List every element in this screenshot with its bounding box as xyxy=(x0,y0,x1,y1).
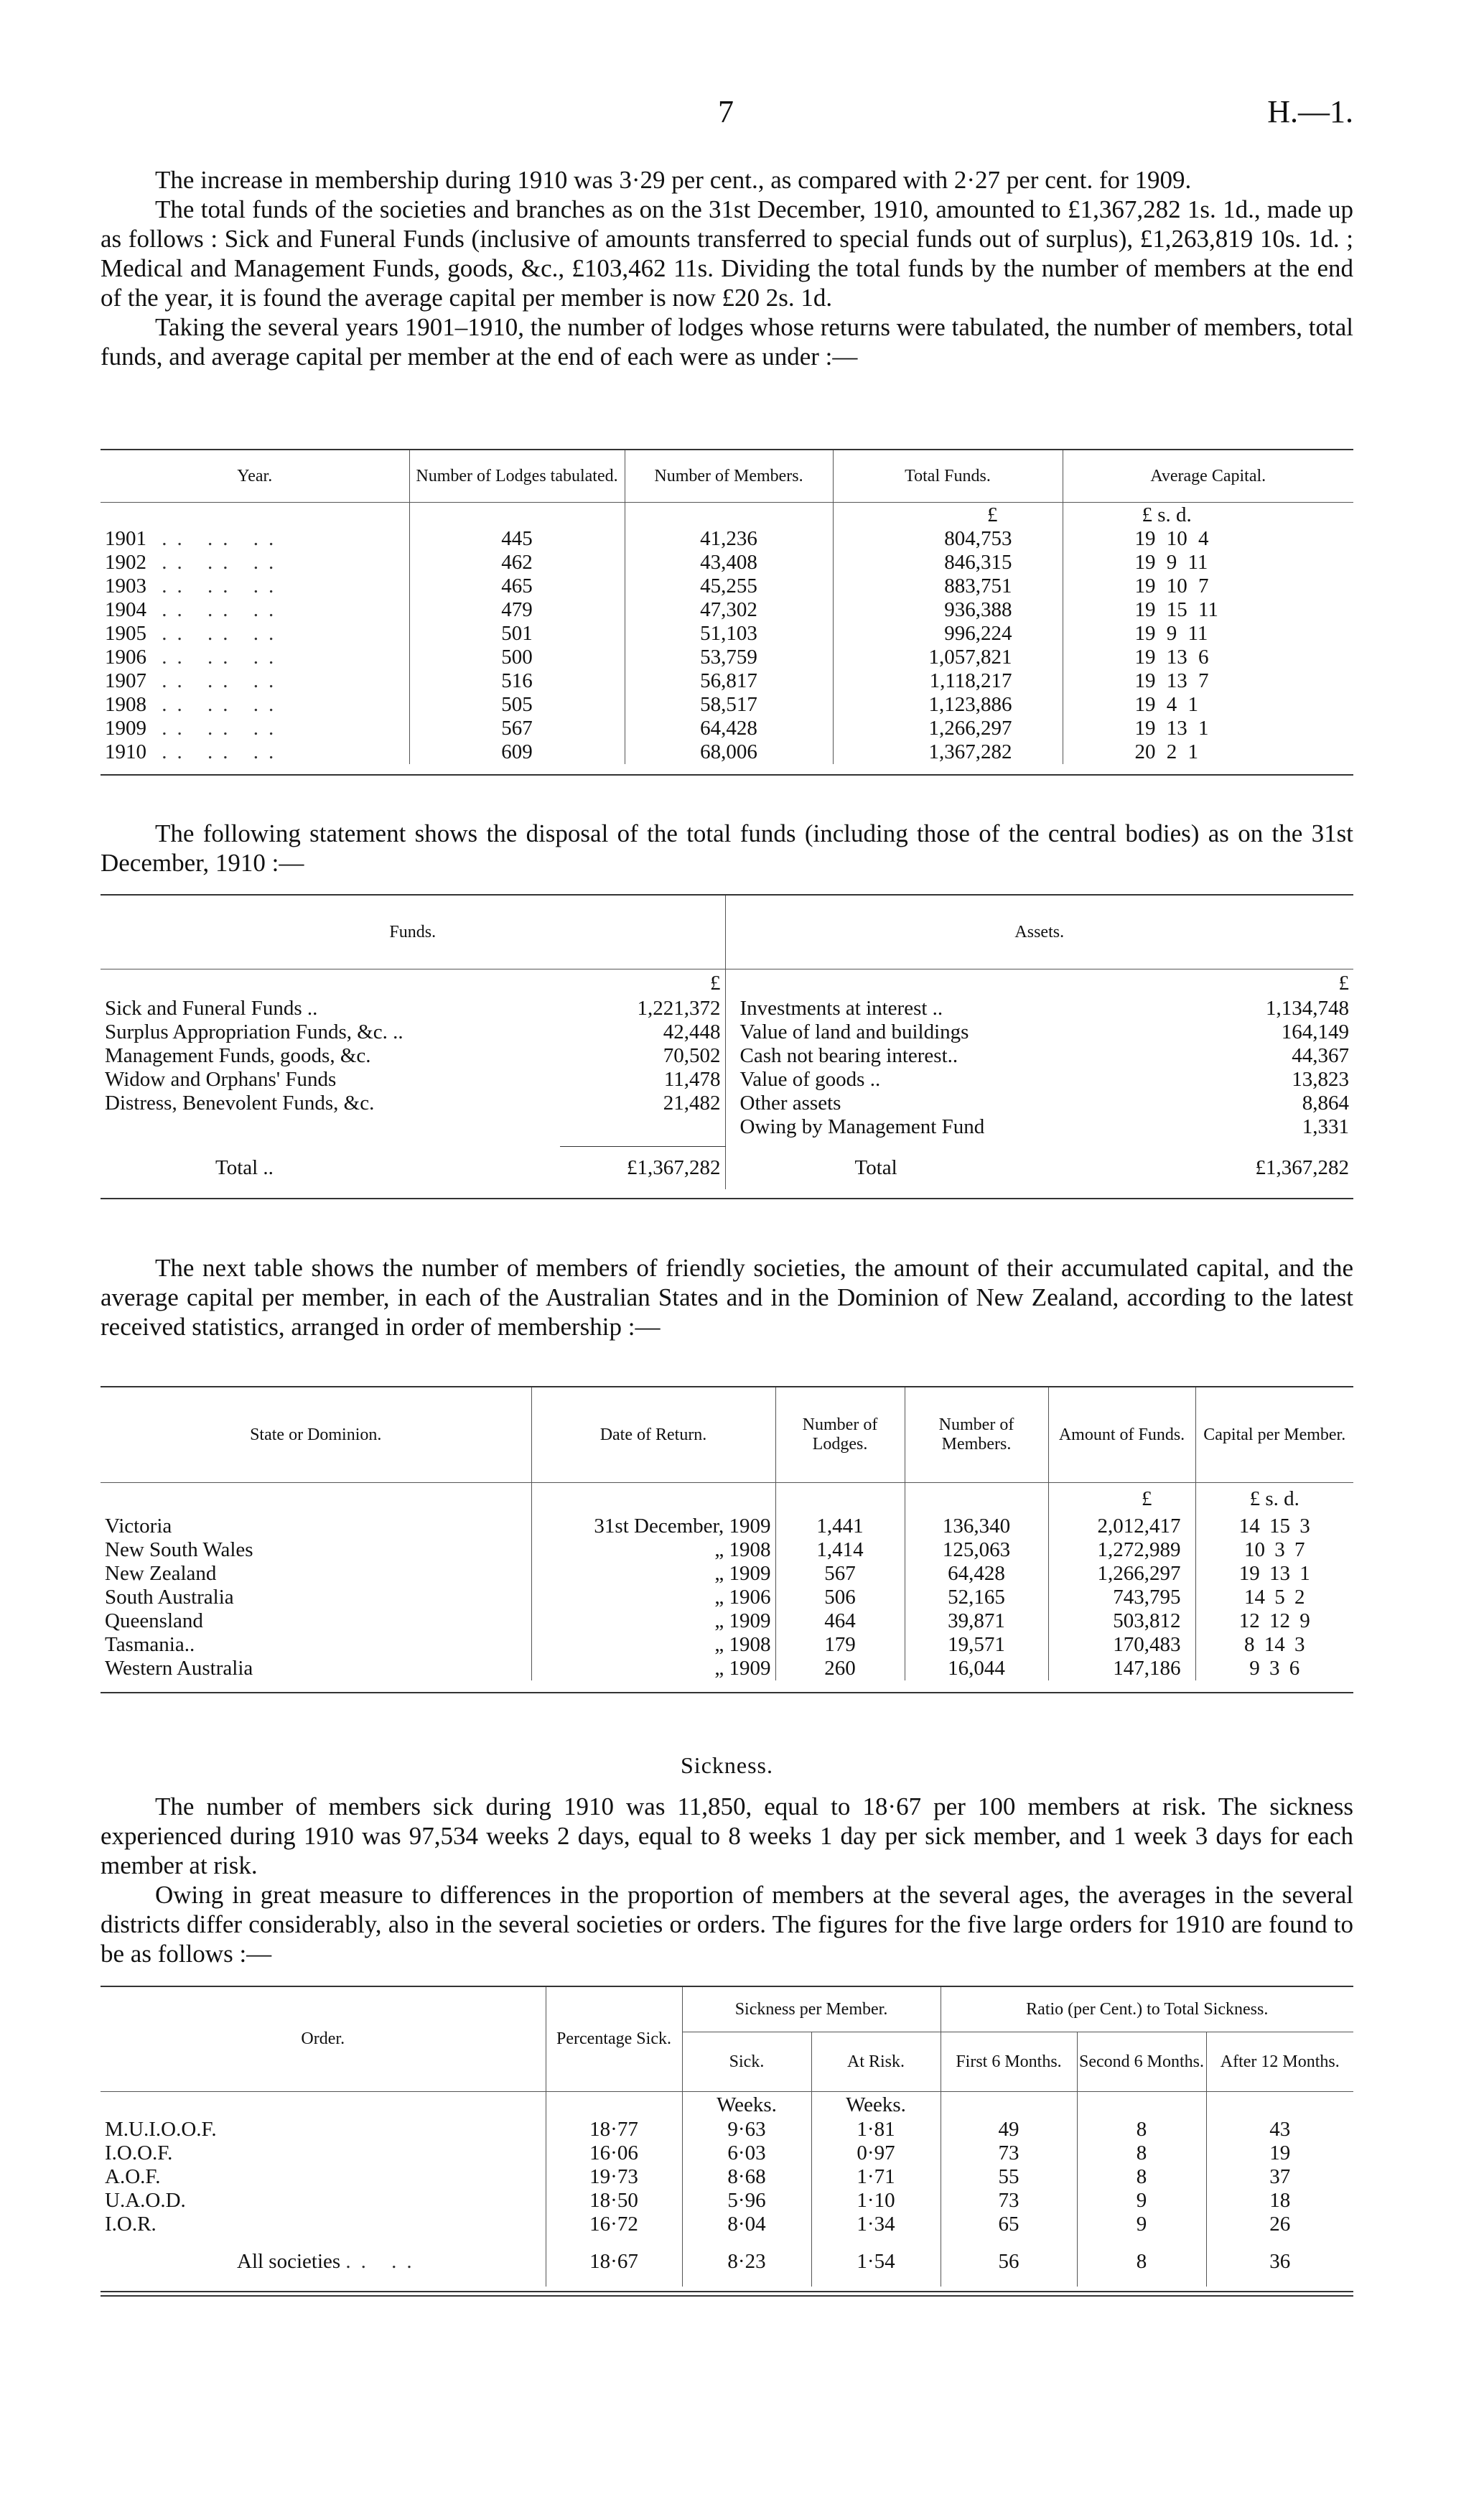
fund-name: Distress, Benevolent Funds, &c. xyxy=(105,1092,375,1115)
table-row xyxy=(101,1586,1353,1609)
year-value: 1903 xyxy=(105,575,146,597)
pct-cell: 16·72 xyxy=(546,2213,682,2236)
table-row xyxy=(101,1092,1353,1115)
year-cell: 1909 .. .. .. xyxy=(105,717,284,740)
table-row xyxy=(101,1115,1353,1139)
table-row xyxy=(101,693,1353,717)
asset-name: Owing by Management Fund xyxy=(725,1115,1195,1139)
lodges-cell: 567 xyxy=(409,717,625,740)
year-value: 1908 xyxy=(105,693,146,716)
funds-cell: 743,795 xyxy=(1048,1586,1195,1609)
paragraph-disposal: The following statement shows the disposal of the total funds (including those of the central bodies) as on the 31st December, 1910 :— xyxy=(101,819,1353,877)
asset-amount: 164,149 xyxy=(1281,1020,1349,1043)
table-row xyxy=(101,1657,1353,1680)
funds-cell: 1,118,217 xyxy=(833,669,1063,693)
col-members: Number of Members. xyxy=(625,450,833,503)
lodges-cell: 609 xyxy=(409,740,625,764)
table-row xyxy=(101,646,1353,669)
col-second-6-months: Second 6 Months. xyxy=(1077,2032,1206,2092)
asset-amount: 1,134,748 xyxy=(1266,997,1349,1020)
year-cell: 1906 .. .. .. xyxy=(105,646,284,669)
capital-cell: 19 9 11 xyxy=(1063,551,1353,575)
table-row xyxy=(101,1609,1353,1633)
date-cell: „ 1908 xyxy=(531,1633,775,1657)
total-risk: 1·54 xyxy=(811,2236,941,2287)
members-cell: 64,428 xyxy=(625,717,833,740)
col-order: Order. xyxy=(101,1986,546,2092)
col-funds: Amount of Funds. xyxy=(1048,1387,1195,1483)
unit-weeks-sick: Weeks. xyxy=(682,2092,811,2119)
unit-lsd: £ s. d. xyxy=(1063,503,1353,528)
funds-cell: 804,753 xyxy=(833,527,1063,551)
col-year: Year. xyxy=(101,450,409,503)
risk-cell: 1·71 xyxy=(811,2165,941,2189)
date-cell: 31st December, 1909 xyxy=(531,1515,775,1538)
fund-name: Surplus Appropriation Funds, &c. .. xyxy=(105,1020,403,1043)
capital-cell: 12 12 9 xyxy=(1195,1609,1353,1633)
asset-amount: 44,367 xyxy=(1292,1044,1349,1067)
members-cell: 39,871 xyxy=(905,1609,1048,1633)
table-row xyxy=(101,2118,1353,2141)
total-pct: 18·67 xyxy=(546,2236,682,2287)
fund-amount: 11,478 xyxy=(663,1068,721,1091)
paragraph-orders-intro: Owing in great measure to differences in the proportion of members at the several ages, the averages in the several districts differ considerably, also in the several societies or orders. The figures for the five large orders for 1910 are found to be as follows :— xyxy=(101,1881,1353,1968)
table-row xyxy=(101,551,1353,575)
lodges-cell: 445 xyxy=(409,527,625,551)
members-cell: 51,103 xyxy=(625,622,833,646)
table-row xyxy=(101,1068,1353,1092)
capital-cell: 19 10 4 xyxy=(1063,527,1353,551)
page-number: 7 xyxy=(718,94,734,129)
members-cell: 19,571 xyxy=(905,1633,1048,1657)
lodges-cell: 462 xyxy=(409,551,625,575)
sick-cell: 9·63 xyxy=(682,2118,811,2141)
order-name: I.O.R. xyxy=(105,2213,157,2236)
states-table xyxy=(101,1386,1353,1693)
year-cell: 1910 .. .. .. xyxy=(105,740,284,763)
lodges-cell: 479 xyxy=(409,598,625,622)
unit-lsd: £ s. d. xyxy=(1195,1483,1353,1515)
risk-cell: 1·10 xyxy=(811,2189,941,2213)
year-value: 1902 xyxy=(105,551,146,574)
order-name: A.O.F. xyxy=(105,2165,161,2188)
funds-cell: 846,315 xyxy=(833,551,1063,575)
state-name: Western Australia xyxy=(105,1657,253,1680)
year-value: 1907 xyxy=(105,669,146,692)
state-name: New Zealand xyxy=(105,1562,217,1585)
col-total-funds: Total Funds. xyxy=(833,450,1063,503)
year-cell: 1903 .. .. .. xyxy=(105,575,284,597)
order-name: M.U.I.O.O.F. xyxy=(105,2118,217,2141)
col-date: Date of Return. xyxy=(531,1387,775,1483)
state-name: Queensland xyxy=(105,1609,203,1632)
after-cell: 19 xyxy=(1206,2141,1353,2165)
lodges-cell: 501 xyxy=(409,622,625,646)
table-row xyxy=(101,717,1353,740)
members-cell: 53,759 xyxy=(625,646,833,669)
capital-cell: 19 13 1 xyxy=(1063,717,1353,740)
sick-cell: 5·96 xyxy=(682,2189,811,2213)
unit-weeks-risk: Weeks. xyxy=(811,2092,941,2119)
order-name: U.A.O.D. xyxy=(105,2189,186,2212)
table-row xyxy=(101,1562,1353,1586)
table-row xyxy=(101,1515,1353,1538)
asset-name: Other assets xyxy=(725,1092,1195,1115)
state-name: New South Wales xyxy=(105,1538,253,1561)
capital-cell: 19 15 11 xyxy=(1063,598,1353,622)
funds-intro xyxy=(101,819,1353,878)
members-cell: 64,428 xyxy=(905,1562,1048,1586)
members-cell: 56,817 xyxy=(625,669,833,693)
after-cell: 26 xyxy=(1206,2213,1353,2236)
paragraph-total-funds: The total funds of the societies and branches as on the 31st December, 1910, amounted to £1,367,282 1s. 1d., made up as follows : Sick and Funeral Funds (inclusive of amounts transferred to special funds out of surplus), £1,263,819 10s. 1d. ; Medical and Management Funds, goods, &c., £103,462 11s. Dividing the total funds by the number of members at the end of the year, it is found the average capital per member is now £20 2s. 1d. xyxy=(101,195,1353,312)
after-cell: 37 xyxy=(1206,2165,1353,2189)
col-members: Number of Members. xyxy=(905,1387,1048,1483)
fund-name: Management Funds, goods, &c. xyxy=(105,1044,371,1067)
capital-cell: 20 2 1 xyxy=(1063,740,1353,764)
order-name: I.O.O.F. xyxy=(105,2141,173,2164)
fund-amount: 70,502 xyxy=(663,1044,721,1067)
date-cell: „ 1909 xyxy=(531,1562,775,1586)
year-cell: 1904 .. .. .. xyxy=(105,598,284,621)
lodges-cell: 567 xyxy=(775,1562,905,1586)
capital-cell: 14 5 2 xyxy=(1195,1586,1353,1609)
asset-amount: 13,823 xyxy=(1292,1068,1349,1091)
first-cell: 73 xyxy=(941,2189,1077,2213)
year-cell: 1907 .. .. .. xyxy=(105,669,284,692)
funds-cell: 936,388 xyxy=(833,598,1063,622)
pct-cell: 18·50 xyxy=(546,2189,682,2213)
year-value: 1905 xyxy=(105,622,146,645)
year-value: 1904 xyxy=(105,598,146,621)
members-cell: 45,255 xyxy=(625,575,833,598)
pct-cell: 16·06 xyxy=(546,2141,682,2165)
capital-cell: 19 9 11 xyxy=(1063,622,1353,646)
state-name: Tasmania.. xyxy=(105,1633,195,1656)
fund-name: Widow and Orphans' Funds xyxy=(105,1068,337,1091)
funds-cell: 1,123,886 xyxy=(833,693,1063,717)
date-cell: „ 1908 xyxy=(531,1538,775,1562)
date-cell: „ 1906 xyxy=(531,1586,775,1609)
col-first-6-months: First 6 Months. xyxy=(941,2032,1077,2092)
members-cell: 68,006 xyxy=(625,740,833,764)
risk-cell: 1·34 xyxy=(811,2213,941,2236)
state-name: South Australia xyxy=(105,1586,234,1609)
total-after: 36 xyxy=(1206,2236,1353,2287)
fund-amount xyxy=(560,1115,725,1139)
table-row xyxy=(101,575,1353,598)
lodges-cell: 1,414 xyxy=(775,1538,905,1562)
funds-cell: 1,367,282 xyxy=(833,740,1063,764)
year-value: 1901 xyxy=(105,527,146,550)
year-cell: 1908 .. .. .. xyxy=(105,693,284,716)
col-after-12-months: After 12 Months. xyxy=(1206,2032,1353,2092)
lodges-cell: 516 xyxy=(409,669,625,693)
table-row xyxy=(101,1020,1353,1044)
col-capital: Capital per Member. xyxy=(1195,1387,1353,1483)
total-label: All societies xyxy=(237,2249,341,2273)
risk-cell: 1·81 xyxy=(811,2118,941,2141)
first-cell: 49 xyxy=(941,2118,1077,2141)
first-cell: 65 xyxy=(941,2213,1077,2236)
lodges-cell: 1,441 xyxy=(775,1515,905,1538)
col-sickness-per-member: Sickness per Member. xyxy=(682,1986,941,2032)
funds-cell: 170,483 xyxy=(1048,1633,1195,1657)
year-value: 1909 xyxy=(105,717,146,740)
col-state: State or Dominion. xyxy=(101,1387,531,1483)
sick-cell: 8·04 xyxy=(682,2213,811,2236)
table-row xyxy=(101,740,1353,764)
unit-pound: £ xyxy=(833,503,1063,528)
funds-cell: 996,224 xyxy=(833,622,1063,646)
table-row xyxy=(101,2141,1353,2165)
table-row xyxy=(101,2165,1353,2189)
date-cell: „ 1909 xyxy=(531,1609,775,1633)
unit-pound-funds: £ xyxy=(710,971,721,995)
funds-cell: 883,751 xyxy=(833,575,1063,598)
orders-table xyxy=(101,1986,1353,2297)
funds-cell: 1,272,989 xyxy=(1048,1538,1195,1562)
paragraph-membership: The increase in membership during 1910 was 3·29 per cent., as compared with 2·27 per cent. for 1909. xyxy=(155,166,1192,194)
members-cell: 16,044 xyxy=(905,1657,1048,1680)
year-cell: 1902 .. .. .. xyxy=(105,551,284,574)
fund-amount: 42,448 xyxy=(663,1020,721,1043)
assets-total-value: £1,367,282 xyxy=(1255,1155,1349,1179)
states-intro xyxy=(101,1253,1353,1341)
fund-name xyxy=(101,1115,560,1139)
funds-cell: 1,266,297 xyxy=(833,717,1063,740)
lodges-cell: 464 xyxy=(775,1609,905,1633)
capital-cell: 9 3 6 xyxy=(1195,1657,1353,1680)
capital-cell: 14 15 3 xyxy=(1195,1515,1353,1538)
capital-cell: 19 4 1 xyxy=(1063,693,1353,717)
pct-cell: 19·73 xyxy=(546,2165,682,2189)
total-sick: 8·23 xyxy=(682,2236,811,2287)
funds-cell: 147,186 xyxy=(1048,1657,1195,1680)
col-lodges: Number of Lodges tabulated. xyxy=(409,450,625,503)
capital-cell: 19 13 6 xyxy=(1063,646,1353,669)
fund-name: Sick and Funeral Funds .. xyxy=(105,997,318,1020)
asset-name: Value of goods .. xyxy=(725,1068,1195,1092)
section-title-sickness: Sickness. xyxy=(681,1752,773,1778)
funds-total-value: £1,367,282 xyxy=(627,1155,721,1179)
capital-cell: 10 3 7 xyxy=(1195,1538,1353,1562)
paragraph-years-intro: Taking the several years 1901–1910, the number of lodges whose returns were tabulated, the number of members, total funds, and average capital per member at the end of each were as under :— xyxy=(101,313,1353,371)
members-cell: 125,063 xyxy=(905,1538,1048,1562)
lodges-cell: 465 xyxy=(409,575,625,598)
table-row xyxy=(101,669,1353,693)
members-cell: 47,302 xyxy=(625,598,833,622)
lodges-cell: 506 xyxy=(775,1586,905,1609)
second-cell: 9 xyxy=(1077,2189,1206,2213)
lodges-cell: 500 xyxy=(409,646,625,669)
capital-cell: 8 14 3 xyxy=(1195,1633,1353,1657)
table-row xyxy=(101,2189,1353,2213)
year-value: 1906 xyxy=(105,646,146,669)
col-percentage-sick: Percentage Sick. xyxy=(546,1986,682,2092)
table-row xyxy=(101,622,1353,646)
table-row xyxy=(101,2213,1353,2236)
lodges-cell: 260 xyxy=(775,1657,905,1680)
year-value: 1910 xyxy=(105,740,146,763)
fund-amount: 21,482 xyxy=(663,1092,721,1115)
members-cell: 58,517 xyxy=(625,693,833,717)
year-cell: 1901 .. .. .. xyxy=(105,527,284,550)
second-cell: 8 xyxy=(1077,2118,1206,2141)
funds-cell: 1,266,297 xyxy=(1048,1562,1195,1586)
intro-paragraphs xyxy=(101,165,1353,371)
first-cell: 55 xyxy=(941,2165,1077,2189)
members-cell: 52,165 xyxy=(905,1586,1048,1609)
lodges-cell: 179 xyxy=(775,1633,905,1657)
document-reference: H.—1. xyxy=(1267,94,1353,129)
paragraph-states: The next table shows the number of members of friendly societies, the amount of their accumulated capital, and the average capital per member, in each of the Australian States and in the Dominion of New Zealand, according to the latest received statistics, arranged in order of membership :— xyxy=(101,1254,1353,1341)
capital-cell: 19 13 1 xyxy=(1195,1562,1353,1586)
year-cell: 1905 .. .. .. xyxy=(105,622,284,645)
funds-cell: 2,012,417 xyxy=(1048,1515,1195,1538)
table-row xyxy=(101,1044,1353,1068)
asset-name: Investments at interest .. xyxy=(725,997,1195,1020)
after-cell: 18 xyxy=(1206,2189,1353,2213)
second-cell: 9 xyxy=(1077,2213,1206,2236)
sick-cell: 6·03 xyxy=(682,2141,811,2165)
table-row xyxy=(101,598,1353,622)
asset-amount: 1,331 xyxy=(1302,1115,1349,1138)
date-cell: „ 1909 xyxy=(531,1657,775,1680)
after-cell: 43 xyxy=(1206,2118,1353,2141)
second-cell: 8 xyxy=(1077,2165,1206,2189)
sickness-paragraphs xyxy=(101,1792,1353,1968)
risk-cell: 0·97 xyxy=(811,2141,941,2165)
col-lodges: Number of Lodges. xyxy=(775,1387,905,1483)
funds-total-label: Total .. xyxy=(215,1155,274,1179)
members-cell: 136,340 xyxy=(905,1515,1048,1538)
col-ratio: Ratio (per Cent.) to Total Sickness. xyxy=(941,1986,1353,2032)
funds-assets-table xyxy=(101,894,1353,1199)
asset-name: Value of land and buildings xyxy=(725,1020,1195,1044)
sick-cell: 8·68 xyxy=(682,2165,811,2189)
members-cell: 41,236 xyxy=(625,527,833,551)
col-at-risk: At Risk. xyxy=(811,2032,941,2092)
paragraph-sick-members: The number of members sick during 1910 was 11,850, equal to 18·67 per 100 members at risk. The sickness experienced during 1910 was 97,534 weeks 2 days, equal to 8 weeks 1 day per sick member, and 1 week 3 days for each member at risk. xyxy=(101,1792,1353,1879)
col-sick: Sick. xyxy=(682,2032,811,2092)
lodges-cell: 505 xyxy=(409,693,625,717)
total-first: 56 xyxy=(941,2236,1077,2287)
page-header xyxy=(101,93,1353,136)
asset-name: Cash not bearing interest.. xyxy=(725,1044,1195,1068)
table-row xyxy=(101,997,1353,1020)
years-table xyxy=(101,449,1353,776)
funds-cell: 1,057,821 xyxy=(833,646,1063,669)
pct-cell: 18·77 xyxy=(546,2118,682,2141)
assets-total-label: Total xyxy=(725,1146,1195,1189)
state-name: Victoria xyxy=(105,1515,172,1538)
first-cell: 73 xyxy=(941,2141,1077,2165)
table-row xyxy=(101,1538,1353,1562)
capital-cell: 19 10 7 xyxy=(1063,575,1353,598)
total-second: 8 xyxy=(1077,2236,1206,2287)
unit-pound: £ xyxy=(1048,1483,1195,1515)
funds-cell: 503,812 xyxy=(1048,1609,1195,1633)
asset-amount: 8,864 xyxy=(1302,1092,1349,1115)
table-row xyxy=(101,527,1353,551)
orders-total-row: All societies .. .. 18·67 8·23 1·54 56 8 36 xyxy=(101,2236,1353,2287)
capital-cell: 19 13 7 xyxy=(1063,669,1353,693)
col-average-capital: Average Capital. xyxy=(1063,450,1353,503)
fund-amount: 1,221,372 xyxy=(637,997,721,1020)
col-funds: Funds. xyxy=(101,895,725,969)
members-cell: 43,408 xyxy=(625,551,833,575)
table-row xyxy=(101,1633,1353,1657)
col-assets: Assets. xyxy=(725,895,1353,969)
unit-pound-assets: £ xyxy=(1338,971,1349,995)
second-cell: 8 xyxy=(1077,2141,1206,2165)
